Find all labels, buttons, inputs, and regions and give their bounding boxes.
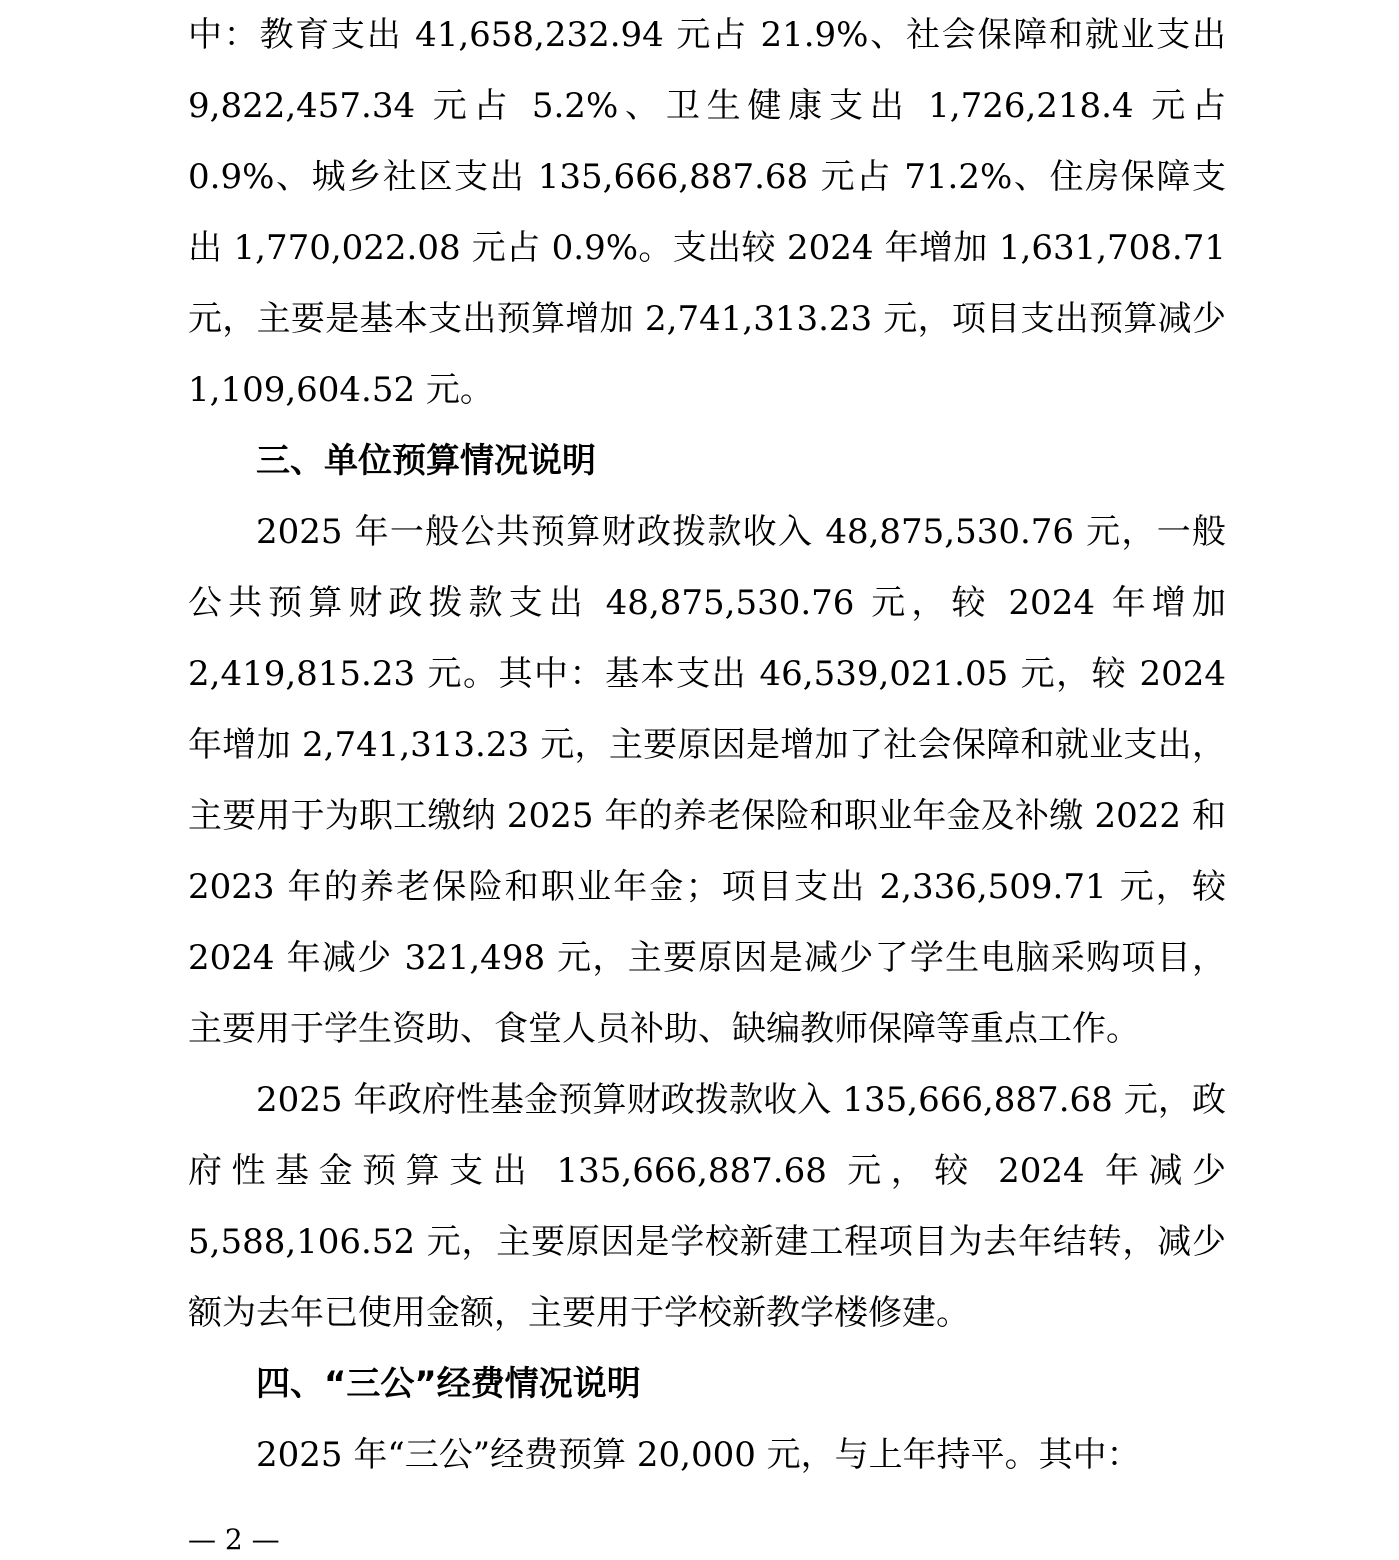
paragraph-expenditure-breakdown: 中：教育支出 41,658,232.94 元占 21.9%、社会保障和就业支出 9,822,457.34 元占 5.2%、卫生健康支出 1,726,218.4 元占 0.9%、城乡社区支出 135,666,887.68 元占 71.2%、住房保障支出 1,770,022.08 元占 0.9%。支出较 2024 年增加 1,631,708.71 元，主要是基本支出预算增加 2,741,313.23 元，项目支出预算减少 1,109,604.52 元。: [188, 15, 1226, 410]
paragraph-three-public-expenses: 2025 年“三公”经费预算 20,000 元，与上年持平。其中：: [256, 1435, 1141, 1475]
section-heading-three-public-expenses: 四、“三公”经费情况说明: [256, 1364, 641, 1404]
paragraph-general-public-budget: 2025 年一般公共预算财政拨款收入 48,875,530.76 元，一般公共预算财政拨款支出 48,875,530.76 元，较 2024 年增加 2,419,815.23 元。其中：基本支出 46,539,021.05 元，较 2024 年增加 2,741,313.23 元，主要原因是增加了社会保障和就业支出，主要用于为职工缴纳 2025 年的养老保险和职业年金及补缴 2022 和 2023 年的养老保险和职业年金；项目支出 2,336,509.71 元，较 2024 年减少 321,498 元，主要原因是减少了学生电脑采购项目，主要用于学生资助、食堂人员补助、缺编教师保障等重点工作。: [188, 512, 1226, 1049]
page-number: — 2 —: [188, 1523, 280, 1556]
document-page: [188, 0, 1226, 1491]
paragraph-government-fund-budget: 2025 年政府性基金预算财政拨款收入 135,666,887.68 元，政府性基金预算支出 135,666,887.68 元，较 2024 年减少 5,588,106.52 元，主要原因是学校新建工程项目为去年结转，减少额为去年已使用金额，主要用于学校新教学楼修建。: [188, 1080, 1226, 1333]
section-heading-unit-budget: 三、单位预算情况说明: [256, 441, 596, 481]
